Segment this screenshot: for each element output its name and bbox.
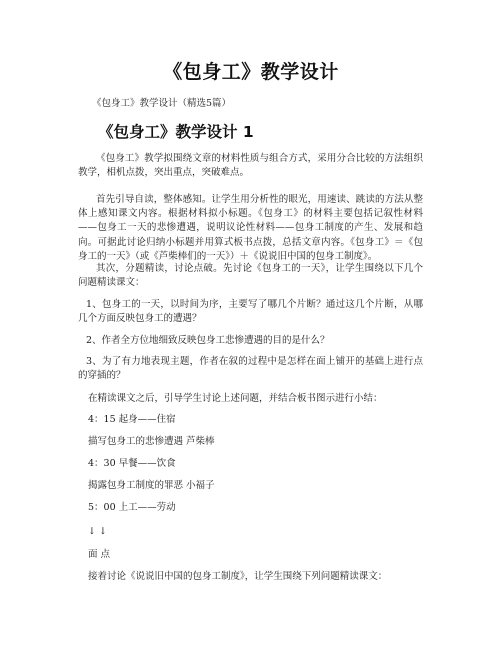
paragraph-intro: 《包身工》教学拟围绕文章的材料性质与组合方式，采用分合比较的方法组织教学，相机点拨，突出重点，突破难点。 <box>78 153 423 179</box>
board-line-breakfast: 4：30 早餐——饮食 <box>88 458 176 469</box>
board-line-wake: 4：15 起身——住宿 <box>88 414 176 425</box>
paragraph-summary-intro: 在精读课文之后，引导学生讨论上述问题，并结合板书图示进行小结： <box>88 393 383 404</box>
document-title: 《包身工》教学设计 <box>163 61 339 83</box>
board-line-describe: 描写包身工的悲惨遭遇 芦柴棒 <box>88 436 215 447</box>
paragraph-closing: 接着讨论《说说旧中国的包身工制度》，让学生围绕下列问题精读课文： <box>88 571 388 582</box>
document-subtitle: 《包身工》教学设计（精选5篇） <box>92 98 232 109</box>
board-arrows: ↓ ↓ <box>88 526 107 537</box>
paragraph-intensive-reading: 其次，分题精读，讨论点破。先讨论《包身工的一天》，让学生围绕以下几个问题精读课文： <box>78 263 423 289</box>
question-2: 2、作者全方位地细致反映包身工悲惨遭遇的目的是什么？ <box>86 335 330 346</box>
question-3: 3、为了有力地表现主题，作者在叙的过程中是怎样在面上铺开的基础上进行点的穿插的？ <box>78 356 423 382</box>
board-line-work: 5：00 上工——劳动 <box>88 502 176 513</box>
paragraph-self-reading: 首先引导自读，整体感知。让学生用分析性的眼光，用速读、跳读的方法从整体上感知课文内容。根据材料拟小标题。《包身工》的材料主要包括记叙性材料——包身工一天的悲惨遭遇，说明议论性材料——包身工制度的产生、发展和趋向。可据此讨论归纳小标题并用算式板书点拨，总括文章内容。《包身工》＝《包身工的一天》（或《芦柴棒们的一天》）＋《说说旧中国的包身工制度》。 <box>78 194 423 262</box>
board-surface-point: 面 点 <box>88 549 111 560</box>
section-heading: 《包身工》教学设计 1 <box>98 123 254 141</box>
question-1: 1、包身工的一天，以时间为序，主要写了哪几个片断？通过这几个片断，从哪几个方面反映包身工的遭遇？ <box>78 299 423 325</box>
board-line-expose: 揭露包身工制度的罪恶 小福子 <box>88 480 215 491</box>
